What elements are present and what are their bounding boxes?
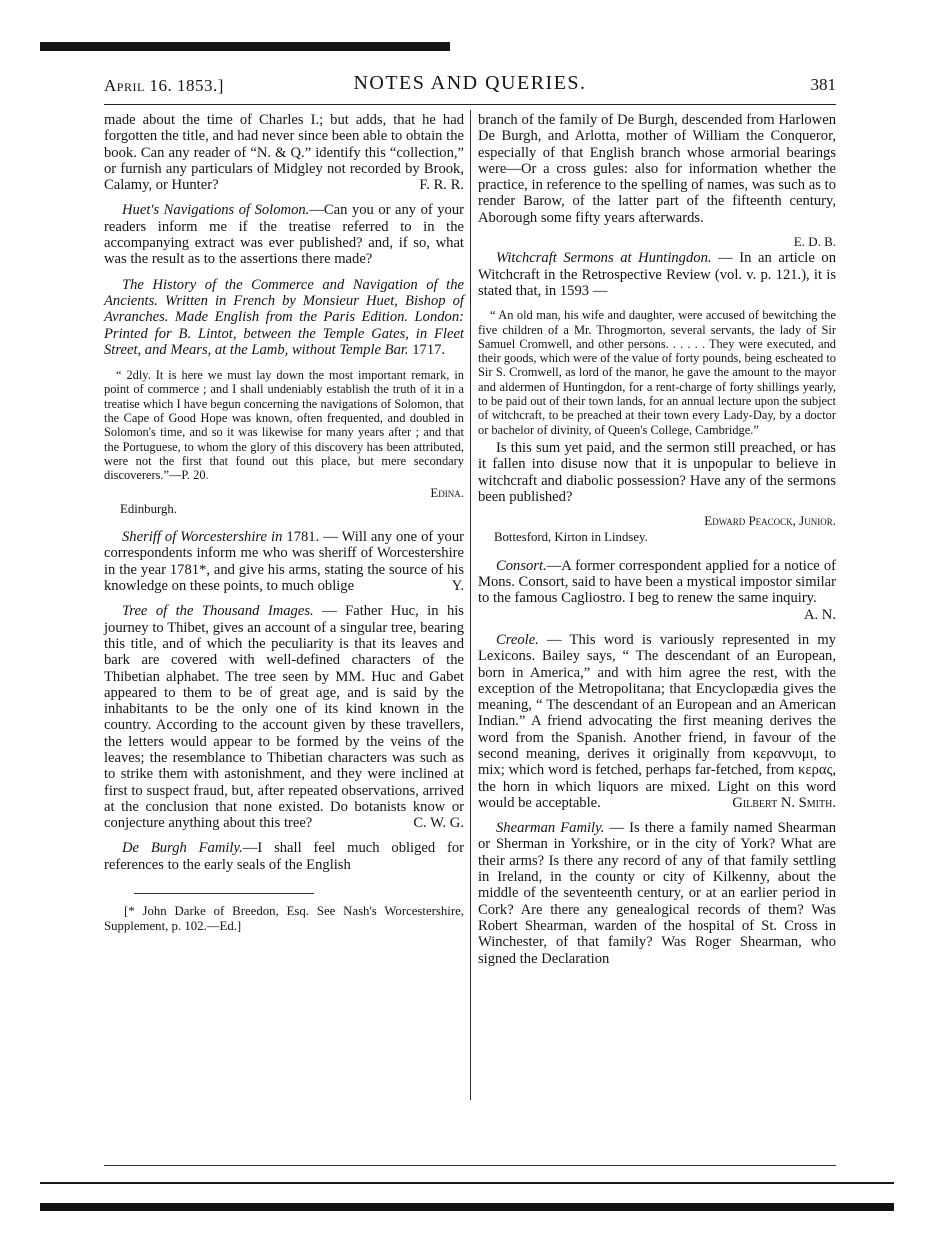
consort-title: Consort. <box>496 557 547 574</box>
huet-place: Edinburgh. <box>120 501 177 516</box>
sheriff-signature: Y. <box>451 578 464 595</box>
witchcraft-query <box>478 250 836 299</box>
midgley-text: made about the time of Charles I.; but adds, that he had forgotten the title, and had never since been able to obtain the book. Can any reader of “N. & Q.” identify this “collection,” or furnish any particulars of Midgley not recorded by Brook, Calamy, or Hunter? <box>104 112 464 194</box>
witchcraft-text: — In an article on Witchcraft in the Retrospective Review (vol. v. p. 121.), it is stated that, in 1593 — <box>478 250 836 299</box>
sheriff-query <box>104 529 464 594</box>
footnote-rule <box>134 893 314 894</box>
footnote: [* John Darke of Breedon, Esq. See Nash's Worcestershire, Supplement, p. 102.—Ed.] <box>104 904 464 933</box>
midgley-signature: F. R. R. <box>419 177 464 194</box>
creole-title: Creole. <box>496 631 539 648</box>
huet-extract: “ 2dly. It is here we must lay down the most important remark, in point of commerce ; and I shall undeniably establish the truth of it in a treatise which I have begun concerning the navigations of Solomon, that the Cape of Good Hope was known, often frequented, and doubled in Solomon's time, and so it was likewise for many years after ; and that the Portuguese, to whom the glory of this discovery has been attributed, were not the first that found out this place, but mere secondary discoverers.”—P. 20. <box>104 368 464 483</box>
page-header <box>104 72 836 104</box>
deburgh-query <box>104 840 464 873</box>
deburgh-signature: E. D. B. <box>793 234 836 250</box>
consort-query <box>478 558 836 623</box>
huet-title: Huet's Navigations of Solomon. <box>122 202 310 219</box>
huet-text: —Can you or any of your readers inform me if the treatise referred to in the accompanying extract was ever published? and, if so, what was the result as to the assertions there made? <box>104 202 465 268</box>
tree-query <box>104 603 464 831</box>
consort-text: —A former correspondent applied for a notice of Mons. Consort, said to have been a mystical impostor similar to the famous Cagliostro. I beg to renew the same inquiry. <box>478 557 836 607</box>
witchcraft-title: Witchcraft Sermons at Huntingdon. <box>496 250 712 267</box>
deburgh-continued: branch of the family of De Burgh, descended from Harlowen De Burgh, and Arlotta, mother of William the Conqueror, especially of that English branch whose armorial bearings were—Or a cross gules: also for information whether the practice, in reference to the spelling of names, was such as to render Barow, of the latter part of the fifteenth century, Aborough some fifty years afterwards. <box>478 112 836 226</box>
bottom-double-rule <box>40 1182 894 1184</box>
creole-text: — This word is variously represented in my Lexicons. Bailey says, “ The descendant of an European, born in America,” and with him agree the rest, with the exception of the Metropolitana; that Encyclopædia gives the meaning, “ The descendant of an European and an American Indian.” A friend advocating the first meaning derives the word from the Spanish. Another friend, in favour of the second meaning, derives it originally from κεραννυμι, to mix; which word is fetched, perhaps far-fetched, from κερας, the horn in which liquors are mixed. Light on this word would be acceptable. <box>478 631 836 811</box>
peacock-place: Bottesford, Kirton in Lindsey. <box>494 530 648 545</box>
header-page-number: 381 <box>810 75 836 94</box>
shearman-query <box>478 820 836 967</box>
witchcraft-followup <box>478 440 836 505</box>
bottom-rule <box>104 1165 836 1166</box>
header-rule <box>104 104 836 105</box>
huet-query <box>104 202 464 267</box>
peacock-signature: Edward Peacock, Junior. <box>704 513 836 529</box>
deburgh-text: —I shall feel much obliged for references to the early seals of the English <box>104 840 465 873</box>
witchcraft-followup-text: Is this sum yet paid, and the sermon still preached, or has it fallen into disuse now that it is unpopular to believe in witchcraft and diabolic possession? Have any of the sermons been published? <box>478 439 836 505</box>
witchcraft-extract: “ An old man, his wife and daughter, were accused of bewitching the five children of a Mr. Throgmorton, several servants, the lady of Sir Samuel Cromwell, and other persons. . . . . . They were executed, and their goods, which were of the value of forty pounds, being escheated to Sir S. Cromwell, as lord of the manor, he gave the amount to the mayor and aldermen of Huntingdon, for a rent-charge of forty shillings yearly, to be paid out of their town lands, for an annual lecture upon the subject of witchcraft, to be preached at their town every Lady-Day, by a doctor or bachelor of divinity, of Queen's College, Cambridge.” <box>478 308 836 437</box>
top-decorative-rule <box>180 48 350 50</box>
header-journal-title: NOTES AND QUERIES. <box>353 72 587 94</box>
creole-signature: Gilbert N. Smith. <box>732 794 836 811</box>
creole-query <box>478 632 836 811</box>
shearman-title: Shearman Family. <box>496 820 605 837</box>
consort-signature: A. N. <box>803 606 836 623</box>
left-column <box>104 112 464 934</box>
midgley-query <box>104 112 464 193</box>
book-title-text: The History of the Commerce and Navigation of the Ancients. Written in French by Monsieur Huet, Bishop of Avranches. Made English from the Paris Edition. London: Printed for B. Lintot, between the Temple Gates, in Fleet Street, and Mears, at the Lamb, without Temple Bar. <box>104 276 464 358</box>
deburgh-title: De Burgh Family. <box>122 840 243 857</box>
bottom-decorative-bar <box>40 1203 894 1211</box>
shearman-text: — Is there a family named Shearman or Sherman in Yorkshire, or in the city of York? What are their arms? Is there any record of any of that family settling in Ireland, in the county or city of Kilkenny, about the middle of the seventeenth century, or at an earlier period in Cork? Are there any genealogical records of them? Was Robert Shearman, warden of the hospital of St. Cross in Winchester, of that family? Was Roger Shearman, who signed the Declaration <box>478 820 836 967</box>
huet-signature: Edina. <box>430 484 464 500</box>
tree-title: Tree of the Thousand Images. <box>122 603 314 620</box>
right-column <box>478 112 836 976</box>
book-year: 1717. <box>412 341 446 358</box>
sheriff-title: Sheriff of Worcestershire in <box>122 529 283 546</box>
book-title <box>104 277 464 358</box>
tree-signature: C. W. G. <box>413 815 464 832</box>
column-divider <box>470 110 471 1100</box>
sheriff-text: 1781. — Will any one of your correspondents inform me who was sheriff of Worcestershire in the year 1781*, and give his arms, stating the source of his knowledge on these points, to much oblige <box>104 529 465 595</box>
tree-text: — Father Huc, in his journey to Thibet, gives an account of a singular tree, bearing this title, and of which the peculiarity is that its leaves and bark are covered with well-defined characters of the Thibetian alphabet. The tree seen by MM. Huc and Gabet appeared to them to be of great age, and is said by the inhabitants to be the only one of its kind known in the country. According to the account given by these travellers, the letters would appear to be formed by the veins of the leaves; the resemblance to Thibetian characters was such as to strike them with astonishment, and they were inclined at first to suspect fraud, but, after repeated observations, arrived at the conclusion that none existed. Do botanists know or conjecture anything about this tree? <box>104 603 464 832</box>
header-date: April 16. 1853.] <box>104 76 224 95</box>
